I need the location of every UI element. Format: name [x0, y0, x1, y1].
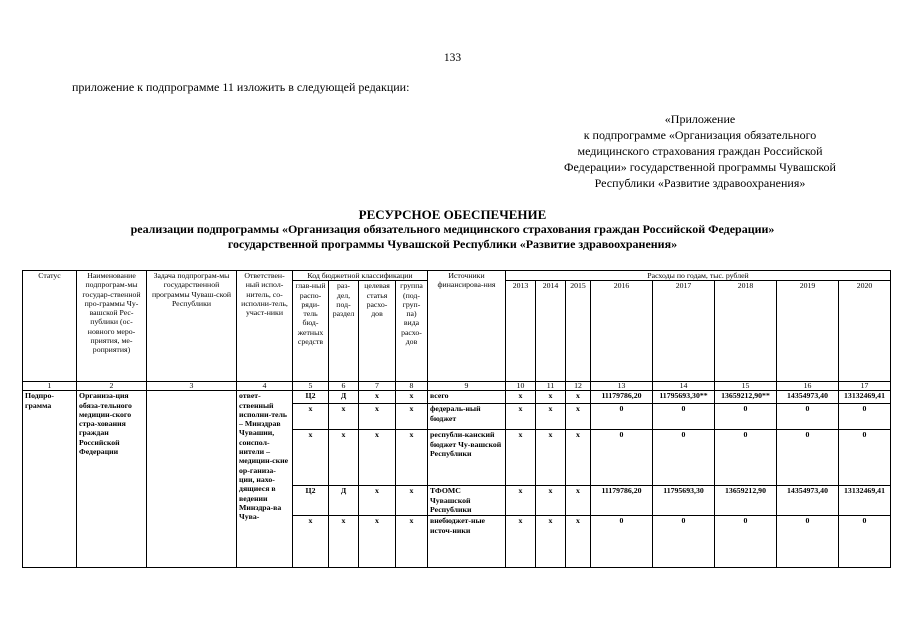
- cell-expense: 0: [777, 404, 839, 430]
- cell-expense: 0: [591, 430, 653, 486]
- cell-budget-code: х: [396, 486, 428, 516]
- column-number: 17: [839, 382, 891, 391]
- cell-expense: х: [536, 404, 566, 430]
- cell-budget-code: х: [329, 404, 359, 430]
- header-budget-sub: группа (под-груп-па) вида расхо-дов: [396, 281, 428, 382]
- column-number: 4: [237, 382, 293, 391]
- cell-expense: 0: [653, 404, 715, 430]
- cell-expense: 0: [839, 430, 891, 486]
- cell-budget-code: х: [359, 516, 396, 568]
- cell-budget-code: Ц2: [293, 486, 329, 516]
- column-number: 7: [359, 382, 396, 391]
- table-body: [23, 391, 891, 568]
- cell-expense: х: [536, 391, 566, 404]
- header-responsible: Ответствен-ный испол-нитель, со-исполни-тель, участ-ники: [237, 271, 293, 382]
- cell-source: ТФОМС Чувашской Республики: [428, 486, 506, 516]
- header-year: 2018: [715, 281, 777, 382]
- column-number: 13: [591, 382, 653, 391]
- cell-budget-code: х: [396, 430, 428, 486]
- cell-expense: 11795693,30**: [653, 391, 715, 404]
- cell-expense: 0: [839, 404, 891, 430]
- cell-budget-code: х: [359, 486, 396, 516]
- column-number: 10: [506, 382, 536, 391]
- appendix-line: «Приложение: [664, 112, 736, 126]
- header-budget-code: Код бюджетной классификации: [293, 271, 428, 281]
- header-budget-sub: глав-ный распо-ряди-тель бюд-жетных средств: [293, 281, 329, 382]
- cell-budget-code: х: [329, 430, 359, 486]
- column-number: 11: [536, 382, 566, 391]
- column-number: 15: [715, 382, 777, 391]
- header-year: 2019: [777, 281, 839, 382]
- cell-expense: 0: [777, 430, 839, 486]
- cell-budget-code: х: [293, 404, 329, 430]
- cell-expense: х: [506, 486, 536, 516]
- header-status: Статус: [23, 271, 77, 382]
- cell-expense: х: [566, 430, 591, 486]
- cell-expense: 0: [715, 404, 777, 430]
- header-budget-sub: раз-дел, под-раздел: [329, 281, 359, 382]
- cell-expense: 0: [591, 516, 653, 568]
- appendix-line: Федерации» государственной программы Чувашской: [564, 160, 836, 174]
- header-year: 2020: [839, 281, 891, 382]
- cell-expense: 13132469,41: [839, 486, 891, 516]
- cell-budget-code: х: [329, 516, 359, 568]
- title-heading: РЕСУРСНОЕ ОБЕСПЕЧЕНИЕ: [358, 207, 547, 222]
- resource-table: [22, 270, 891, 568]
- cell-expense: 11179786,20: [591, 486, 653, 516]
- page-number: 133: [443, 52, 462, 64]
- cell-expense: х: [536, 430, 566, 486]
- cell-expense: х: [506, 404, 536, 430]
- cell-expense: 0: [839, 516, 891, 568]
- cell-expense: х: [506, 391, 536, 404]
- cell-responsible: ответ-ственный исполни-тель – Минздрав Чувашии, соиспол-нители – медицин-ские ор-ганиза-ции, нахо-дящиеся в ведении Минздра-ва Чува-: [237, 391, 293, 568]
- cell-expense: 0: [715, 430, 777, 486]
- header-year: 2016: [591, 281, 653, 382]
- cell-task: [147, 391, 237, 568]
- cell-budget-code: х: [293, 430, 329, 486]
- column-number: 6: [329, 382, 359, 391]
- cell-status: Подпро-грамма: [23, 391, 77, 568]
- cell-budget-code: Д: [329, 486, 359, 516]
- column-numbers-row: [23, 382, 891, 391]
- header-task: Задача подпрограм-мы государственной программы Чуваш-ской Республики: [147, 271, 237, 382]
- cell-budget-code: х: [359, 430, 396, 486]
- cell-expense: 0: [653, 430, 715, 486]
- header-year: 2013: [506, 281, 536, 382]
- column-number: 1: [23, 382, 77, 391]
- title-line: государственной программы Чувашской Республики «Развитие здравоохранения»: [227, 237, 678, 251]
- appendix-line: к подпрограмме «Организация обязательного: [583, 128, 817, 142]
- cell-budget-code: х: [359, 391, 396, 404]
- column-number: 14: [653, 382, 715, 391]
- intro-text: приложение к подпрограмме 11 изложить в следующей редакции:: [72, 80, 410, 94]
- cell-expense: х: [566, 516, 591, 568]
- header-expenses: Расходы по годам, тыс. рублей: [506, 271, 891, 281]
- column-number: 3: [147, 382, 237, 391]
- column-number: 5: [293, 382, 329, 391]
- appendix-line: медицинского страхования граждан Российской: [577, 144, 823, 158]
- cell-expense: 0: [653, 516, 715, 568]
- header-sources: Источники финансирова-ния: [428, 271, 506, 382]
- cell-expense: 14354973,40: [777, 391, 839, 404]
- cell-budget-code: х: [396, 404, 428, 430]
- column-number: 9: [428, 382, 506, 391]
- table-row: [23, 391, 891, 404]
- cell-expense: 11179786,20: [591, 391, 653, 404]
- column-number: 12: [566, 382, 591, 391]
- column-number: 8: [396, 382, 428, 391]
- header-name: Наименование подпрограм-мы государ-ственной про-граммы Чу-вашской Рес-публики (ос-новного меро-приятия, ме-роприятия): [77, 271, 147, 382]
- cell-expense: х: [536, 516, 566, 568]
- cell-budget-code: Д: [329, 391, 359, 404]
- cell-source: федераль-ный бюджет: [428, 404, 506, 430]
- appendix-line: Республики «Развитие здравоохранения»: [594, 176, 806, 190]
- cell-expense: 13659212,90: [715, 486, 777, 516]
- header-budget-sub: целевая статья расхо-дов: [359, 281, 396, 382]
- cell-expense: х: [566, 391, 591, 404]
- title-line: реализации подпрограммы «Организация обязательного медицинского страхования граждан Российской Федерации»: [130, 222, 775, 236]
- cell-budget-code: х: [293, 516, 329, 568]
- cell-expense: 0: [777, 516, 839, 568]
- cell-expense: х: [536, 486, 566, 516]
- cell-expense: 0: [591, 404, 653, 430]
- cell-expense: 13132469,41: [839, 391, 891, 404]
- header-year: 2014: [536, 281, 566, 382]
- cell-expense: х: [506, 430, 536, 486]
- cell-source: внебюджет-ные источ-ники: [428, 516, 506, 568]
- column-number: 16: [777, 382, 839, 391]
- cell-expense: 14354973,40: [777, 486, 839, 516]
- cell-expense: 13659212,90**: [715, 391, 777, 404]
- header-year: 2017: [653, 281, 715, 382]
- cell-source: всего: [428, 391, 506, 404]
- cell-expense: х: [506, 516, 536, 568]
- cell-source: республи-канский бюджет Чу-вашской Республики: [428, 430, 506, 486]
- cell-expense: х: [566, 404, 591, 430]
- cell-budget-code: х: [396, 391, 428, 404]
- appendix-note: [540, 111, 860, 191]
- cell-budget-code: Ц2: [293, 391, 329, 404]
- document-title: [0, 207, 905, 252]
- cell-budget-code: х: [396, 516, 428, 568]
- cell-expense: х: [566, 486, 591, 516]
- column-number: 2: [77, 382, 147, 391]
- header-year: 2015: [566, 281, 591, 382]
- cell-budget-code: х: [359, 404, 396, 430]
- cell-expense: 11795693,30: [653, 486, 715, 516]
- cell-name: Организа-ция обяза-тельного медицин-ского стра-хования граждан Российской Федерации: [77, 391, 147, 568]
- cell-expense: 0: [715, 516, 777, 568]
